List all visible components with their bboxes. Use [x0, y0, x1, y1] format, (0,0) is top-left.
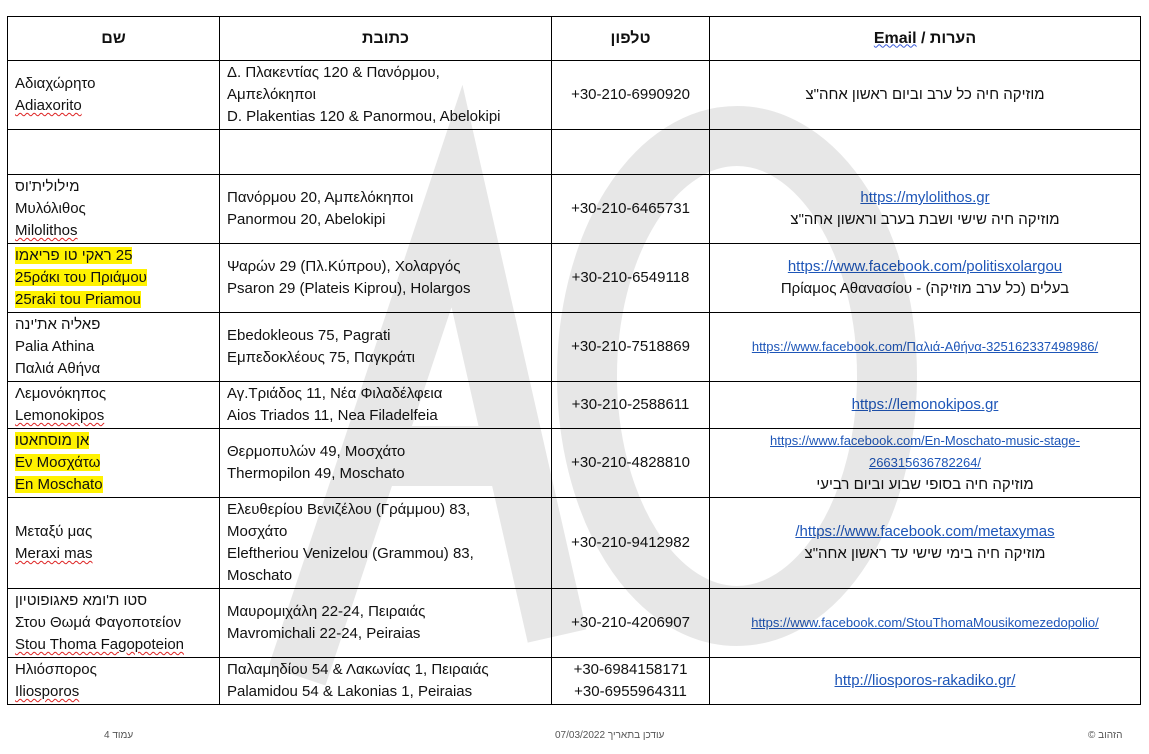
address-line: Palamidou 54 & Lakonias 1, Peiraias — [227, 683, 473, 700]
venue-name-greek: Μεταξύ μας — [15, 523, 93, 540]
phone-number: +30-210-4206907 — [571, 614, 690, 631]
venue-phone-cell — [552, 382, 710, 429]
table-row — [8, 61, 1141, 130]
venue-name-hebrew: סטו ת'ומא פאגופוטיון — [15, 592, 148, 609]
phone-number: +30-210-9412982 — [571, 534, 690, 551]
venue-phone-cell — [552, 175, 710, 244]
venue-phone-cell — [552, 244, 710, 313]
header-name: שם — [8, 17, 220, 61]
address-line: Παλαμηδίου 54 & Λακωνίας 1, Πειραιάς — [227, 661, 489, 678]
venue-notes-cell — [710, 658, 1141, 705]
address-line: Αγ.Τριάδος 11, Νέα Φιλαδέλφεια — [227, 385, 443, 402]
venue-address-cell — [220, 498, 552, 589]
table-row — [8, 382, 1141, 429]
venue-name-latin: Meraxi mas — [15, 545, 93, 562]
venue-address-cell — [220, 61, 552, 130]
venue-address-cell — [220, 313, 552, 382]
address-line: Mavromichali 22-24, Peiraias — [227, 625, 421, 642]
address-line: D. Plakentias 120 & Panormou, Abelokipi — [227, 108, 501, 125]
venue-name-cell — [8, 244, 220, 313]
table-row — [8, 429, 1141, 498]
venue-address-cell — [220, 175, 552, 244]
table-row — [8, 175, 1141, 244]
venue-name-cell — [8, 589, 220, 658]
venue-name-cell — [8, 61, 220, 130]
venue-name-latin: En Moschato — [15, 476, 103, 493]
table-row — [8, 658, 1141, 705]
venue-phone-cell — [552, 61, 710, 130]
address-line: Aios Triados 11, Nea Filadelfeia — [227, 407, 438, 424]
venue-address-cell — [220, 658, 552, 705]
venue-name-greek: 25ράκι του Πριάμου — [15, 269, 147, 286]
venue-name-cell — [8, 382, 220, 429]
phone-number: +30-6984158171 — [573, 661, 688, 678]
venue-name-hebrew: אן מוסחאטו — [15, 432, 90, 449]
address-line: Psaron 29 (Plateis Kiprou), Holargos — [227, 280, 471, 297]
updated-date: עודכן בתאריך 07/03/2022 — [555, 730, 665, 741]
header-notes — [710, 17, 1141, 61]
venue-facebook-link[interactable]: https://www.facebook.com/StouThomaMousikomezedopolio/ — [751, 615, 1099, 630]
venue-notes-cell — [710, 498, 1141, 589]
address-line: Μαυρομιχάλη 22-24, Πειραιάς — [227, 603, 426, 620]
venue-name-latin: Stou Thoma Fagopoteion — [15, 636, 185, 653]
header-notes-label: הערות / — [921, 29, 977, 47]
phone-number: +30-210-2588611 — [571, 396, 690, 413]
empty-cell — [710, 130, 1141, 175]
venue-name-cell — [8, 498, 220, 589]
venue-name-latin: Iliosporos — [15, 683, 80, 700]
venue-name-greek: Μυλόλιθος — [15, 200, 86, 217]
address-line: Thermopilon 49, Moschato — [227, 465, 405, 482]
venue-phone-cell — [552, 589, 710, 658]
address-line: Θερμοπυλών 49, Μοσχάτο — [227, 443, 406, 460]
venue-name-greek: Ηλιόσπορος — [15, 661, 97, 678]
venue-name-hebrew: מילולית'וס — [15, 178, 80, 195]
table-row — [8, 313, 1141, 382]
page — [7, 16, 1140, 705]
header-email-label: Email — [873, 29, 917, 47]
venue-name-greek: Στου Θωμά Φαγοποτείον — [15, 614, 182, 631]
venue-name-cell — [8, 429, 220, 498]
venue-address-cell — [220, 382, 552, 429]
venue-address-cell — [220, 589, 552, 658]
venue-notes-cell — [710, 429, 1141, 498]
venue-note: Πρίαμος Αθανασίου - בעלים (כל ערב מוזיקה) — [780, 280, 1070, 297]
header-address: כתובת — [220, 17, 552, 61]
header-phone: טלפון — [552, 17, 710, 61]
empty-cell — [220, 130, 552, 175]
venue-name-hebrew: 25 ראקי טו פריאמו — [15, 247, 133, 264]
address-line: Αμπελόκηποι — [227, 86, 316, 103]
venue-name-greek: Αδιαχώρητο — [15, 75, 96, 92]
table-row-empty — [8, 130, 1141, 175]
address-line: Ebedokleous 75, Pagrati — [227, 327, 391, 344]
venue-facebook-link[interactable]: /https://www.facebook.com/metaxymas — [795, 523, 1055, 540]
page-number: עמוד 4 — [104, 730, 134, 741]
venue-note: מוזיקה חיה שישי ושבת בערב וראשון אחה"צ — [790, 211, 1060, 228]
venue-address-cell — [220, 429, 552, 498]
address-line: Πανόρμου 20, Αμπελόκηποι — [227, 189, 414, 206]
address-line: Ψαρών 29 (Πλ.Κύπρου), Χολαργός — [227, 258, 461, 275]
header-row — [8, 17, 1141, 61]
venue-phone-cell — [552, 429, 710, 498]
venue-phone-cell — [552, 313, 710, 382]
empty-cell — [552, 130, 710, 175]
venue-name-greek: Εν Μοσχάτω — [15, 454, 101, 471]
address-line: Μοσχάτο — [227, 523, 288, 540]
venue-notes-cell — [710, 61, 1141, 130]
venue-notes-cell — [710, 382, 1141, 429]
address-line: Ελευθερίου Βενιζέλου (Γράμμου) 83, — [227, 501, 471, 518]
address-line: Eleftheriou Venizelou (Grammou) 83, — [227, 545, 474, 562]
phone-number-2: +30-6955964311 — [574, 683, 687, 700]
copyright: הזהוב © — [1088, 730, 1123, 741]
address-line: Εμπεδοκλέους 75, Παγκράτι — [227, 349, 415, 366]
venue-name-latin: Adiaxorito — [15, 97, 82, 114]
table-row — [8, 498, 1141, 589]
venue-website-link[interactable]: http://liosporos-rakadiko.gr/ — [834, 672, 1016, 689]
address-line: Panormou 20, Abelokipi — [227, 211, 386, 228]
phone-number: +30-210-6549118 — [571, 269, 690, 286]
empty-cell — [8, 130, 220, 175]
venue-notes-cell — [710, 175, 1141, 244]
venue-website-link[interactable]: https://mylolithos.gr — [860, 189, 990, 206]
venue-facebook-link[interactable]: https://www.facebook.com/politisxolargou — [787, 258, 1063, 275]
venue-name-greek: Λεμονόκηπος — [15, 385, 107, 402]
venue-facebook-link[interactable]: https://www.facebook.com/Παλιά-Αθήνα-325162337498986/ — [751, 339, 1099, 354]
venue-name-cell — [8, 175, 220, 244]
table-row — [8, 244, 1141, 313]
address-line: Moschato — [227, 567, 293, 584]
venue-name-greek: Παλιά Αθήνα — [15, 360, 101, 377]
venue-name-hebrew: פאליה את'ינה — [15, 316, 101, 333]
phone-number: +30-210-6465731 — [571, 200, 690, 217]
address-line: Δ. Πλακεντίας 120 & Πανόρμου, — [227, 64, 440, 81]
venue-phone-cell — [552, 498, 710, 589]
venue-name-latin: Milolithos — [15, 222, 78, 239]
phone-number: +30-210-7518869 — [571, 338, 690, 355]
venue-address-cell — [220, 244, 552, 313]
venue-facebook-link-cont[interactable]: 266315636782264/ — [868, 455, 982, 470]
table-row — [8, 589, 1141, 658]
venue-notes-cell — [710, 244, 1141, 313]
phone-number: +30-210-4828810 — [571, 454, 690, 471]
venues-table — [7, 16, 1141, 705]
venue-note: מוזיקה חיה בסופי שבוע וביום רביעי — [816, 476, 1034, 493]
venue-phone-cell — [552, 658, 710, 705]
phone-number: +30-210-6990920 — [571, 86, 690, 103]
venue-website-link[interactable]: https://lemonokipos.gr — [851, 396, 999, 413]
venue-notes-cell — [710, 589, 1141, 658]
venue-name-latin: Lemonokipos — [15, 407, 105, 424]
venue-facebook-link[interactable]: https://www.facebook.com/En-Moschato-music-stage- — [770, 433, 1080, 448]
venue-note: מוזיקה חיה כל ערב וביום ראשון אחה"צ — [805, 86, 1045, 103]
venue-name-latin: 25raki tou Priamou — [15, 291, 141, 308]
venue-name-latin: Palia Athina — [15, 338, 95, 355]
venue-notes-cell — [710, 313, 1141, 382]
venue-name-cell — [8, 658, 220, 705]
venue-note: מוזיקה חיה בימי שישי עד ראשון אחה"צ — [804, 545, 1046, 562]
venue-name-cell — [8, 313, 220, 382]
